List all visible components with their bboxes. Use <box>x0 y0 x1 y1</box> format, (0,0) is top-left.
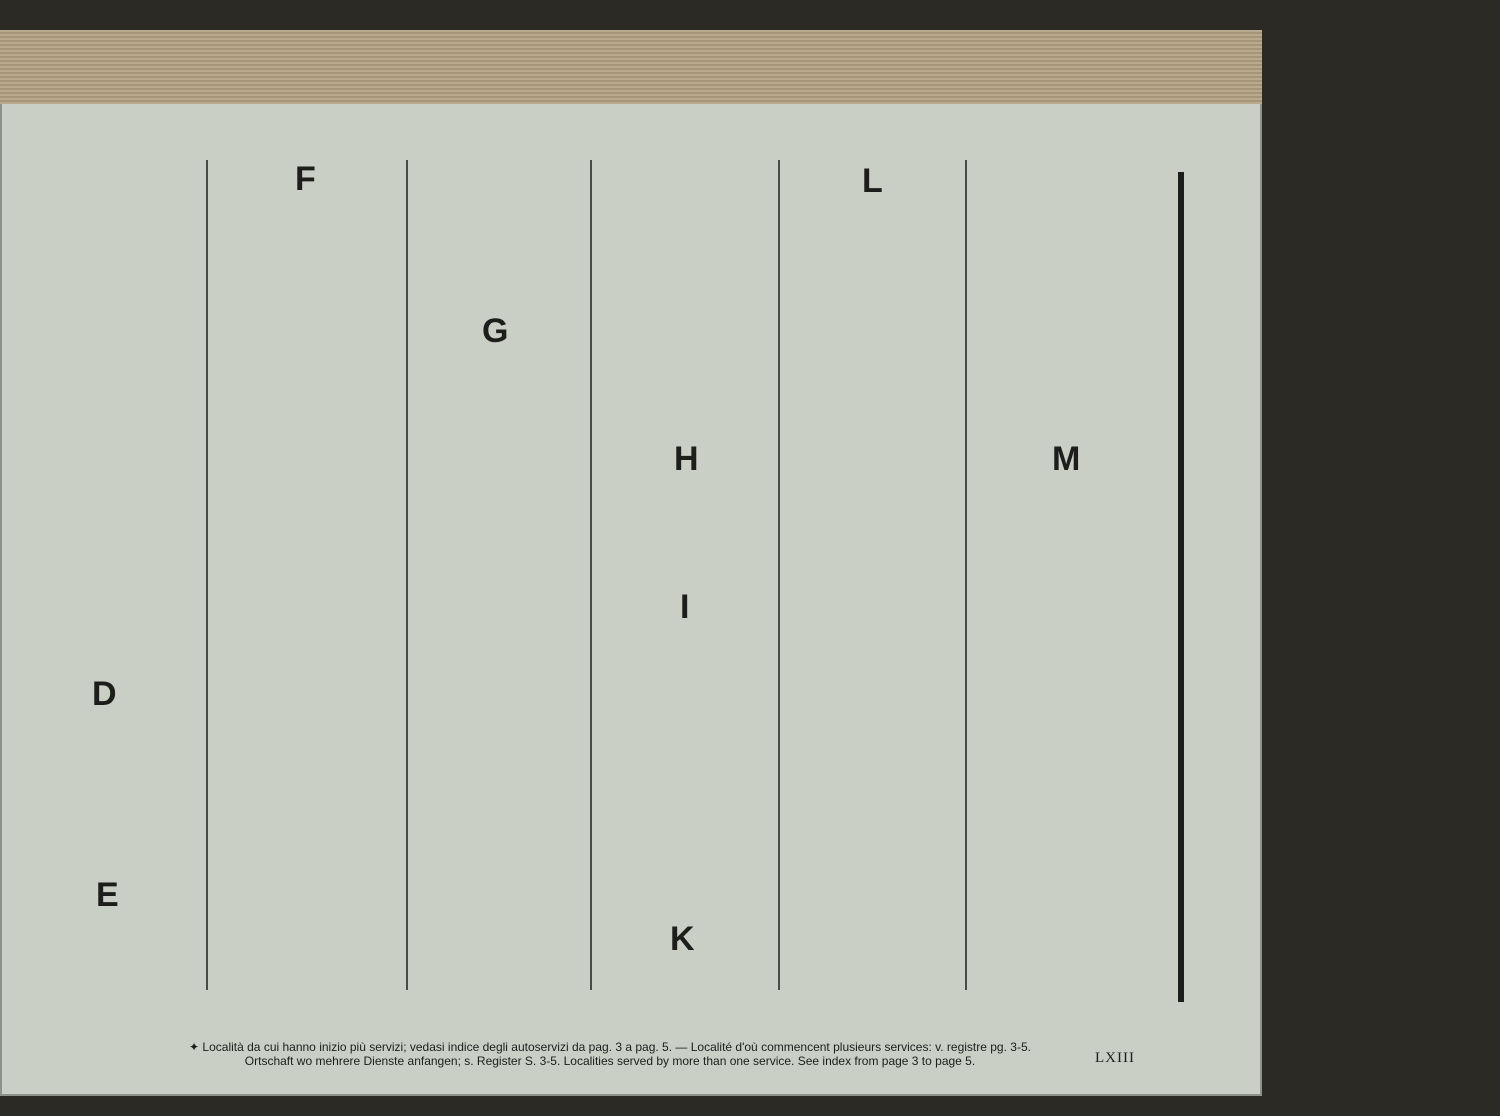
section-letter-m: M <box>1052 440 1081 478</box>
column-rule <box>778 160 780 990</box>
column-rule <box>206 160 208 990</box>
column-rule <box>965 160 967 990</box>
section-letter-f: F <box>295 160 316 198</box>
section-letter-k: K <box>670 920 695 958</box>
page-number: LXIII <box>1095 1050 1135 1066</box>
section-letter-g: G <box>482 312 509 350</box>
book-page <box>0 30 1262 1096</box>
footer-line: ✦ Località da cui hanno inizio più servizi; vedasi indice degli autoservizi da pag. 3 a pag. 5. — Localité d'où commencent plusieurs services: v. registre pg. 3-5. <box>189 1040 1031 1054</box>
section-letter-l: L <box>862 162 883 200</box>
footer-note <box>150 1040 1070 1068</box>
footer-line: Ortschaft wo mehrere Dienste anfangen; s. Register S. 3-5. Localities served by more than one service. See index from page 3 to page 5. <box>244 1054 976 1068</box>
column-rule <box>406 160 408 990</box>
section-letter-h: H <box>674 440 699 478</box>
section-letter-i: I <box>680 588 690 626</box>
section-letter-e: E <box>96 876 119 914</box>
column-rule <box>590 160 592 990</box>
page-edge <box>0 30 1262 104</box>
column-rule-thick <box>1178 172 1184 1002</box>
section-letter-d: D <box>92 675 117 713</box>
